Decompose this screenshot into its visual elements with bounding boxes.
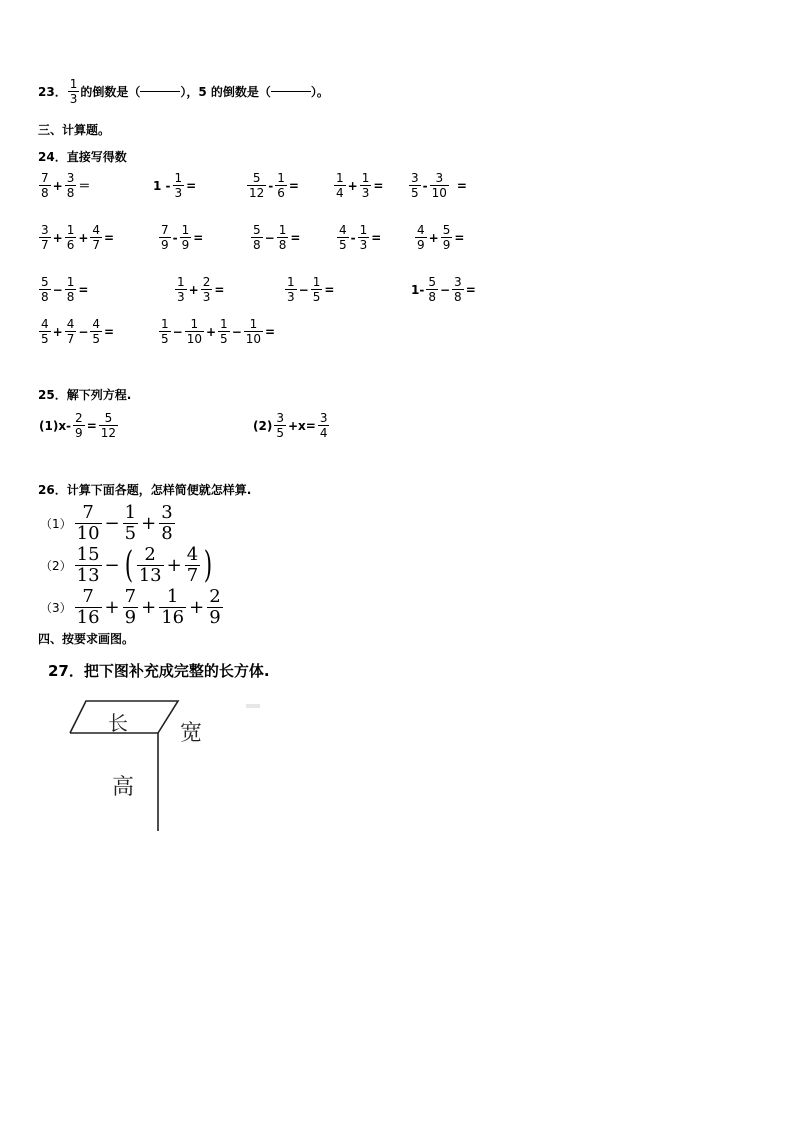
expression (410, 276, 477, 303)
answer-blank[interactable] (140, 91, 180, 92)
question-number: 23． (38, 85, 67, 99)
operator: - (268, 178, 274, 193)
denominator: 13 (76, 565, 100, 586)
length-label: 长 (108, 711, 128, 735)
numerator: 5 (253, 223, 261, 237)
operator: （3） (40, 601, 72, 615)
fraction (277, 224, 289, 251)
numerator: 1 (161, 317, 169, 331)
numerator: 3 (411, 171, 419, 185)
numerator: 7 (124, 586, 137, 607)
fraction (75, 546, 102, 585)
fraction (251, 224, 263, 251)
problem-2 (38, 546, 215, 585)
fraction (334, 172, 346, 199)
numerator: 1 (174, 171, 183, 185)
fraction (68, 78, 80, 105)
operator: = (324, 282, 335, 297)
expression (152, 172, 197, 199)
fraction (39, 172, 51, 199)
operator: = (193, 230, 204, 245)
fraction (244, 318, 263, 345)
operator: − (52, 282, 63, 297)
operator: = (456, 178, 467, 193)
denominator: 8 (41, 290, 49, 304)
numerator: 1 (287, 275, 295, 289)
fraction (65, 318, 77, 345)
denominator: 5 (312, 290, 321, 304)
fraction (65, 172, 77, 199)
denominator: 9 (417, 238, 425, 252)
operator: − (104, 555, 120, 576)
denominator: 13 (138, 565, 162, 586)
fraction (175, 276, 187, 303)
denominator: 7 (92, 238, 101, 252)
numerator: 1 (361, 171, 370, 185)
answer-blank[interactable] (271, 91, 311, 92)
fraction (75, 504, 102, 543)
denominator: 3 (177, 290, 185, 304)
denominator: 6 (66, 238, 75, 252)
numerator: 1 (359, 223, 368, 237)
operator: 1- (411, 282, 425, 297)
numerator: 2 (144, 544, 156, 565)
fraction (90, 318, 102, 345)
denominator: 8 (66, 290, 75, 304)
operator: = (86, 418, 97, 433)
denominator: 8 (161, 523, 173, 544)
numerator: 7 (41, 171, 49, 185)
fraction (159, 588, 186, 627)
numerator: 1 (249, 317, 258, 331)
fraction (318, 412, 330, 439)
equation-1 (38, 412, 119, 439)
numerator: 3 (435, 171, 444, 185)
operator: - (172, 230, 178, 245)
question-23 (38, 78, 329, 105)
denominator: 9 (181, 238, 190, 252)
operator: （1） (40, 517, 72, 531)
expression (38, 224, 115, 251)
section-3-heading: 三、计算题。 (38, 123, 111, 137)
operator: = (104, 230, 115, 245)
fraction (201, 276, 213, 303)
denominator: 5 (411, 186, 419, 200)
numerator: 4 (92, 317, 101, 331)
operator: + (52, 230, 63, 245)
operator: +x= (287, 418, 316, 433)
denominator: 16 (76, 607, 100, 628)
fraction (409, 172, 421, 199)
fraction (39, 224, 51, 251)
fraction (275, 172, 287, 199)
operator: = (288, 178, 299, 193)
numerator: 1 (277, 171, 285, 185)
fraction (441, 224, 453, 251)
operator: = (371, 230, 382, 245)
operator: − (231, 324, 242, 339)
operator: + (78, 230, 89, 245)
expression (333, 172, 384, 199)
fraction (123, 588, 138, 627)
fraction (173, 172, 185, 199)
operator: − (172, 324, 183, 339)
numerator: 3 (319, 411, 328, 425)
operator: + (166, 555, 182, 576)
denominator: 5 (276, 426, 284, 440)
fraction (123, 504, 138, 543)
height-label: 高 (112, 775, 135, 800)
denominator: 3 (361, 186, 370, 200)
numerator: 4 (186, 544, 199, 565)
fraction (207, 588, 222, 627)
numerator: 1 (220, 317, 228, 331)
fraction (218, 318, 230, 345)
fraction (75, 588, 102, 627)
denominator: 12 (100, 426, 117, 440)
denominator: 5 (339, 238, 347, 252)
operator: = (78, 282, 89, 297)
denominator: 5 (124, 523, 137, 544)
operator: + (428, 230, 439, 245)
numerator: 3 (454, 275, 462, 289)
fraction (180, 224, 192, 251)
fraction (90, 224, 102, 251)
operator: − (104, 513, 120, 534)
denominator: 8 (428, 290, 436, 304)
denominator: 8 (454, 290, 462, 304)
numerator: 4 (339, 223, 347, 237)
operator: − (298, 282, 309, 297)
denominator: 4 (336, 186, 344, 200)
fraction (426, 276, 438, 303)
expression (336, 224, 382, 251)
denominator: 9 (161, 238, 169, 252)
operator: + (347, 178, 358, 193)
numerator: 1 (312, 275, 321, 289)
operator: = (454, 230, 465, 245)
fraction (39, 276, 51, 303)
numerator: 4 (66, 317, 75, 331)
numerator: 1 (190, 317, 199, 331)
denominator: 5 (220, 332, 228, 346)
numerator: 4 (417, 223, 425, 237)
fraction (185, 318, 204, 345)
operator: ＝ (78, 179, 91, 193)
fraction (247, 172, 266, 199)
operator: + (52, 178, 63, 193)
denominator: 8 (66, 186, 75, 200)
denominator: 16 (161, 607, 185, 628)
operator: − (264, 230, 275, 245)
fraction (274, 412, 286, 439)
operator: + (104, 597, 120, 618)
fraction (285, 276, 297, 303)
numerator: 3 (66, 171, 75, 185)
fraction (159, 224, 171, 251)
numerator: 1 (66, 275, 75, 289)
denominator: 9 (75, 426, 83, 440)
question-24-title: 24．直接写得数 (38, 150, 127, 164)
width-label: 宽 (180, 721, 203, 746)
fraction (430, 172, 449, 199)
denominator: 3 (69, 92, 78, 106)
denominator: 5 (41, 332, 49, 346)
expression (246, 172, 300, 199)
question-27-title: 27．把下图补充成完整的长方体. (48, 662, 270, 680)
problem-3 (38, 588, 224, 627)
denominator: 3 (174, 186, 183, 200)
operator: + (188, 282, 199, 297)
operator: + (141, 513, 157, 534)
denominator: 10 (245, 332, 262, 346)
denominator: 3 (202, 290, 211, 304)
numerator: 1 (166, 586, 179, 607)
numerator: 1 (181, 223, 190, 237)
operator: ( (124, 544, 133, 586)
numerator: 4 (41, 317, 49, 331)
operator: = (290, 230, 301, 245)
fraction (39, 318, 51, 345)
denominator: 5 (161, 332, 169, 346)
numerator: 2 (75, 411, 83, 425)
fraction (159, 318, 171, 345)
denominator: 5 (92, 332, 101, 346)
expression (158, 224, 204, 251)
operator: (1)x- (39, 418, 72, 433)
question-text: 的倒数是（ (80, 85, 141, 99)
question-25-title: 25．解下列方程. (38, 388, 132, 402)
expression (284, 276, 335, 303)
fraction (337, 224, 349, 251)
numerator: 1 (278, 223, 287, 237)
denominator: 8 (41, 186, 49, 200)
fraction (99, 412, 118, 439)
fraction (65, 224, 77, 251)
denominator: 9 (209, 607, 221, 628)
operator: + (52, 324, 63, 339)
fraction (415, 224, 427, 251)
numerator: 5 (104, 411, 113, 425)
operator: （2） (40, 559, 72, 573)
numerator: 7 (82, 586, 94, 607)
numerator: 1 (336, 171, 344, 185)
fraction (73, 412, 85, 439)
fraction (159, 504, 174, 543)
fraction (358, 224, 370, 251)
numerator: 1 (69, 77, 78, 91)
numerator: 1 (66, 223, 75, 237)
numerator: 5 (41, 275, 49, 289)
operator: - (422, 178, 428, 193)
operator: ) (203, 544, 213, 586)
operator: - (350, 230, 356, 245)
numerator: 5 (252, 171, 261, 185)
fraction (185, 546, 200, 585)
numerator: 5 (442, 223, 451, 237)
operator: (2) (253, 418, 273, 433)
equation-2 (252, 412, 330, 439)
problem-1 (38, 504, 176, 543)
denominator: 9 (124, 607, 137, 628)
expression (158, 318, 276, 345)
cuboid-sketch (66, 694, 266, 844)
expression (174, 276, 225, 303)
operator: + (205, 324, 217, 339)
operator: = (265, 324, 276, 339)
numerator: 2 (202, 275, 211, 289)
operator: + (189, 597, 205, 618)
numerator: 3 (41, 223, 49, 237)
expression (250, 224, 301, 251)
question-text: ），5 的倒数是（ (180, 85, 271, 99)
numerator: 15 (76, 544, 100, 565)
numerator: 1 (177, 275, 185, 289)
operator: = (214, 282, 225, 297)
numerator: 7 (161, 223, 169, 237)
expression (38, 276, 89, 303)
denominator: 6 (277, 186, 285, 200)
numerator: 2 (209, 586, 221, 607)
operator: = (373, 178, 384, 193)
operator: + (141, 597, 157, 618)
denominator: 12 (249, 186, 265, 200)
denominator: 3 (359, 238, 368, 252)
numerator: 1 (124, 502, 137, 523)
operator: = (465, 282, 476, 297)
denominator: 7 (41, 238, 49, 252)
numerator: 7 (82, 502, 94, 523)
denominator: 7 (66, 332, 75, 346)
numerator: 3 (276, 411, 284, 425)
question-text: ）。 (310, 85, 329, 99)
expression (414, 224, 465, 251)
fraction (360, 172, 372, 199)
denominator: 7 (186, 565, 199, 586)
question-26-title: 26．计算下面各题，怎样简便就怎样算. (38, 483, 252, 497)
operator: − (78, 324, 89, 339)
fraction (311, 276, 323, 303)
numerator: 5 (428, 275, 436, 289)
operator: − (439, 282, 451, 297)
expression (38, 172, 91, 199)
denominator: 8 (278, 238, 287, 252)
operator: = (186, 178, 197, 193)
operator: = (104, 324, 115, 339)
denominator: 10 (431, 186, 447, 200)
fraction (452, 276, 464, 303)
denominator: 8 (253, 238, 261, 252)
operator: 1 - (153, 178, 171, 193)
expression (38, 318, 115, 345)
numerator: 4 (92, 223, 101, 237)
fraction (137, 546, 164, 585)
section-4-heading: 四、按要求画图。 (38, 632, 135, 646)
expression (408, 172, 468, 199)
denominator: 4 (319, 426, 328, 440)
numerator: 3 (161, 502, 173, 523)
fraction (65, 276, 77, 303)
denominator: 10 (186, 332, 202, 346)
denominator: 9 (442, 238, 451, 252)
denominator: 3 (287, 290, 295, 304)
denominator: 10 (76, 523, 100, 544)
